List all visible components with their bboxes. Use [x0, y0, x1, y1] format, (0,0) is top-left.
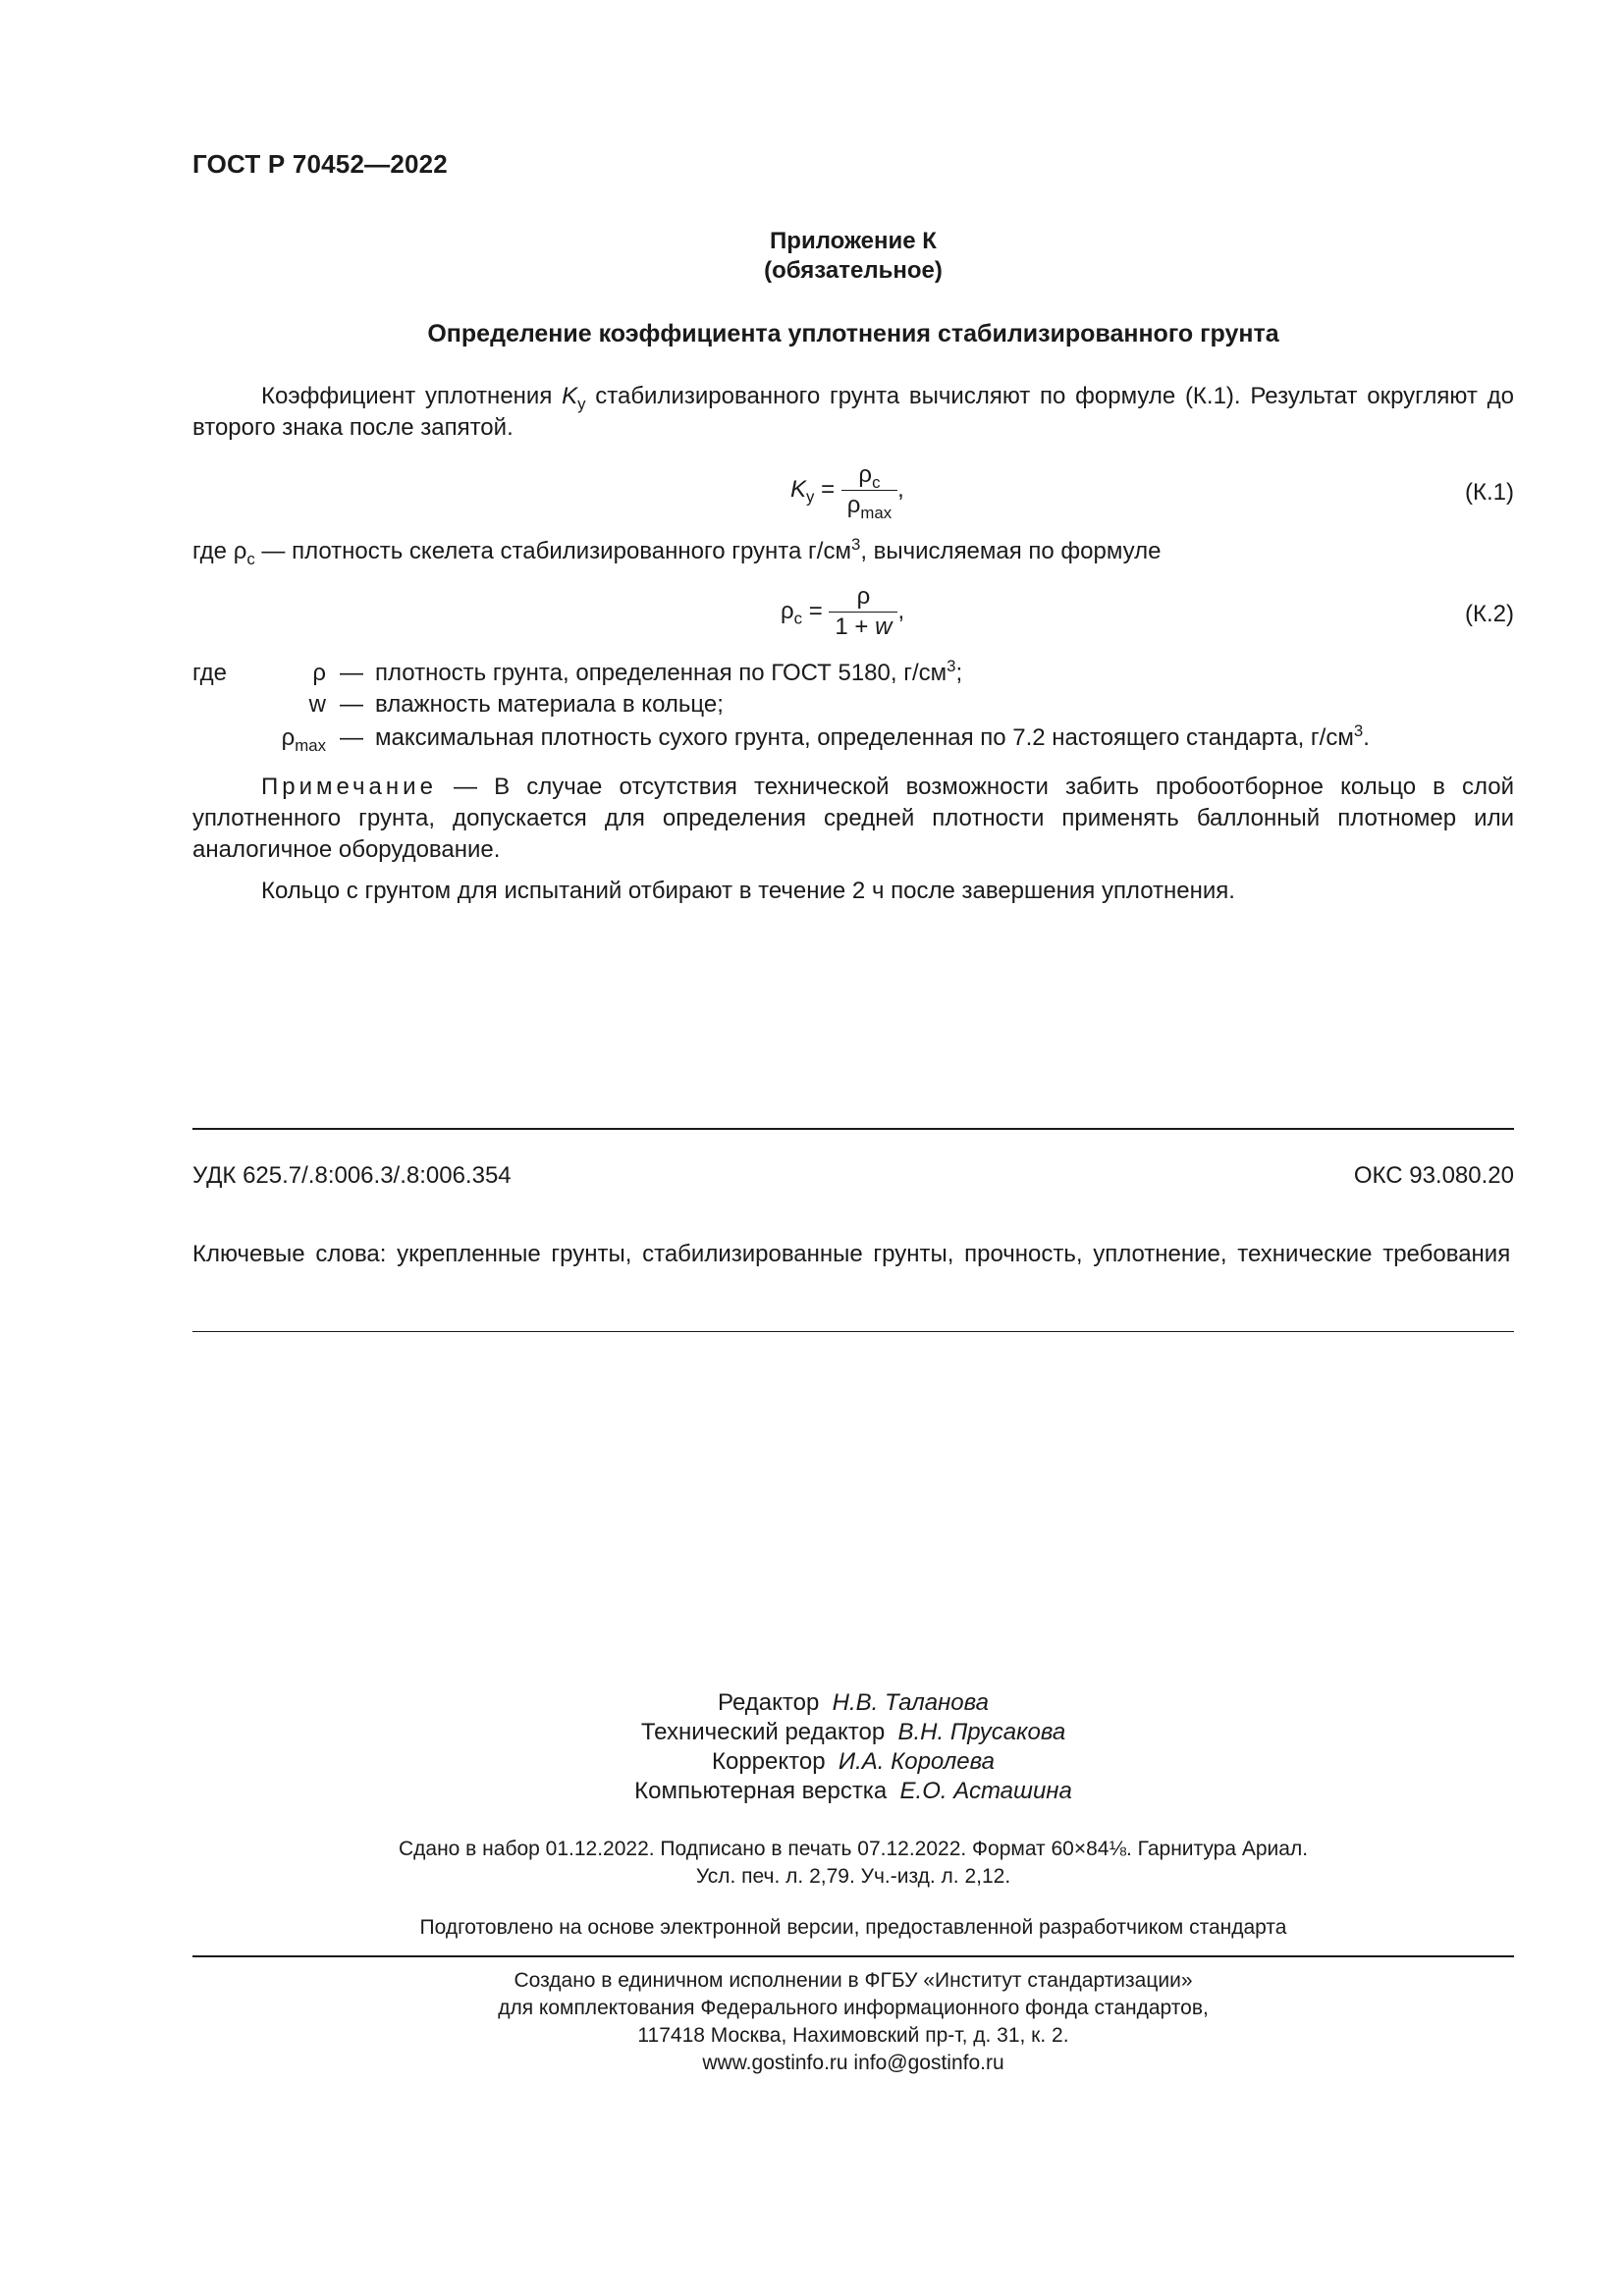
- credit-name: В.Н. Прусакова: [897, 1719, 1066, 1745]
- intro-text-start: Коэффициент уплотнения: [261, 383, 563, 409]
- credit-role: Технический редактор: [640, 1719, 898, 1745]
- intro-text-end: стабилизированного грунта вычисляют по формуле (К.1). Результат округляют до второго знака после запятой.: [192, 383, 1514, 441]
- divider-keywords: [192, 1331, 1514, 1332]
- formula-k1-den-sub: max: [860, 503, 893, 522]
- intro-paragraph: [192, 381, 1514, 444]
- divider-top: [192, 1128, 1514, 1130]
- appendix-title: Приложение К: [770, 228, 937, 254]
- imprint-line-2: Усл. печ. л. 2,79. Уч.-изд. л. 2,12.: [695, 1865, 1011, 1888]
- definition-item: [192, 721, 1514, 756]
- definition-dash: —: [340, 691, 363, 718]
- definition-text: плотность грунта, определенная по ГОСТ 5180, $г/см^3$;: [375, 657, 963, 686]
- where-rho-c-sub: с: [246, 549, 255, 568]
- oks-code: ОКС 93.080.20: [1353, 1162, 1514, 1189]
- credit-role: Компьютерная верстка: [634, 1778, 900, 1804]
- credit-line: [192, 1747, 1514, 1777]
- formula-k2-tail: ,: [897, 597, 905, 624]
- formula-k1-num-symbol: ρ: [858, 461, 873, 488]
- standard-designation: ГОСТ Р 70452—2022: [192, 149, 448, 179]
- publisher-line-2: для комплектования Федерального информационного фонда стандартов,: [498, 1997, 1209, 2019]
- credits-block: [192, 1688, 1514, 1806]
- publisher-line-4: www.gostinfo.ru info@gostinfo.ru: [702, 2052, 1004, 2074]
- definition-item: [192, 691, 1514, 722]
- where-rho-c-sup: 3: [850, 535, 861, 554]
- publisher-line-1: Создано в единичном исполнении в ФГБУ «Институт стандартизации»: [514, 1969, 1193, 1992]
- formula-k2-den-w: w: [875, 614, 893, 640]
- note-label: Примечание: [261, 774, 437, 800]
- symbol-k-sub: у: [577, 394, 586, 413]
- formula-k2-den-one: 1 +: [835, 614, 876, 640]
- formula-k2-fraction: [829, 583, 897, 641]
- sampling-paragraph: Кольцо с грунтом для испытаний отбирают в течение 2 ч после завершения уплотнения.: [261, 878, 1235, 904]
- credit-line: [192, 1688, 1514, 1718]
- definition-text: максимальная плотность сухого грунта, определенная по 7.2 настоящего стандарта, $г/см^3$.: [375, 721, 1370, 751]
- formula-k2-lhs: ρ: [781, 597, 794, 624]
- credit-role: Редактор: [718, 1689, 833, 1716]
- where-rho-c-tail: , вычисляемая по формуле: [860, 538, 1162, 564]
- formula-k1: [790, 461, 904, 522]
- publisher-line-3: 117418 Москва, Нахимовский пр-т, д. 31, к. 2.: [637, 2024, 1069, 2047]
- formula-k2-numerator: ρ: [829, 583, 897, 613]
- formula-k1-tail: ,: [897, 475, 904, 503]
- formula-k1-den-symbol: ρ: [846, 492, 861, 518]
- formula-k1-denominator: [841, 491, 897, 522]
- definitions-lead: где: [192, 660, 228, 686]
- credit-name: И.А. Королева: [838, 1748, 995, 1775]
- divider-bottom: [192, 1955, 1514, 1957]
- note-paragraph: [192, 772, 1514, 866]
- credit-name: Е.О. Асташина: [899, 1778, 1072, 1804]
- formula-k2-lhs-sub: с: [793, 609, 803, 628]
- appendix-status: (обязательное): [764, 257, 943, 284]
- credit-line: [192, 1777, 1514, 1806]
- where-rho-c-prefix: где ρ: [192, 538, 247, 564]
- formula-k1-number: (К.1): [1465, 479, 1514, 506]
- definition-dash: —: [340, 724, 363, 751]
- formula-k1-lhs-sub: у: [806, 487, 815, 507]
- credit-line: [192, 1718, 1514, 1747]
- appendix-heading: Определение коэффициента уплотнения стабилизированного грунта: [427, 320, 1279, 347]
- symbol-k: K: [562, 383, 578, 409]
- definition-item: [192, 657, 1514, 691]
- formula-k1-numerator: [841, 461, 897, 491]
- formula-k1-lhs: K: [790, 475, 807, 503]
- definition-symbol: w: [308, 691, 326, 718]
- definition-dash: —: [340, 660, 363, 686]
- where-rho-c: [192, 536, 1514, 567]
- imprint-line-1: Сдано в набор 01.12.2022. Подписано в печать 07.12.2022. Формат 60×84⅛. Гарнитура Ариал.: [398, 1838, 1309, 1860]
- definition-text: влажность материала в кольце;: [375, 691, 724, 718]
- formula-k2-denominator: [829, 613, 897, 641]
- formula-k1-eq: =: [814, 475, 841, 503]
- keywords-paragraph: Ключевые слова: укрепленные грунты, стабилизированные грунты, прочность, уплотнение, технические требования: [192, 1241, 1511, 1267]
- credit-name: Н.В. Таланова: [832, 1689, 989, 1716]
- formula-k1-num-sub: с: [872, 472, 881, 492]
- note-text: — В случае отсутствия технической возможности забить пробоотборное кольцо в слой уплотненного грунта, допускается для определения средней плотности применять баллонный плотномер или аналогичное оборудование.: [192, 774, 1514, 863]
- udk-code: УДК 625.7/.8:006.3/.8:006.354: [192, 1162, 512, 1189]
- formula-k1-fraction: [841, 461, 897, 522]
- credit-role: Корректор: [712, 1748, 839, 1775]
- where-rho-c-text: — плотность скелета стабилизированного грунта г/см: [254, 538, 851, 564]
- formula-k2: [781, 583, 904, 641]
- imprint-prepared: Подготовлено на основе электронной версии, предоставленной разработчиком стандарта: [419, 1916, 1287, 1939]
- formula-k2-number: (К.2): [1465, 601, 1514, 627]
- definition-symbol: $\rho_{max}$: [281, 724, 326, 755]
- formula-k2-eq: =: [802, 597, 830, 624]
- definition-symbol: ρ: [312, 660, 326, 686]
